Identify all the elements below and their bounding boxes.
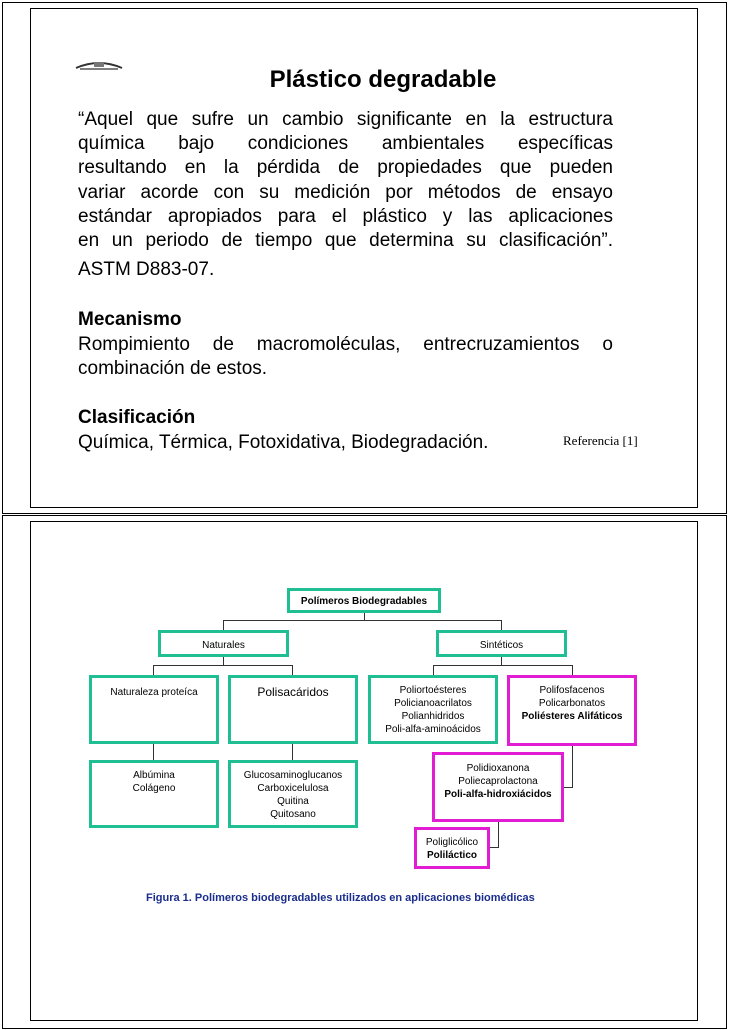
definition-quote	[78, 108, 613, 253]
reference-note: Referencia [1]	[563, 433, 638, 448]
box-naturales: Naturales	[158, 630, 289, 657]
quote-source: ASTM D883-07.	[78, 259, 215, 280]
quote-line: química bajo condiciones ambientales específicas	[78, 133, 613, 155]
quote-line: “Aquel que sufre un cambio significante en la estructura	[78, 109, 613, 130]
quote-line: en un periodo de tiempo que determina su clasificación”.	[78, 230, 613, 252]
list-item: Polidioxanona	[466, 763, 530, 774]
list-item: Policarbonatos	[538, 698, 606, 709]
box-root: Polímeros Biodegradables	[287, 588, 441, 613]
connector-line	[223, 656, 224, 665]
figure-caption: Figura 1. Polímeros biodegradables utilizados en aplicaciones biomédicas	[146, 892, 535, 904]
box-polisacaridos-items	[228, 760, 358, 828]
box-sinteticos-b	[507, 675, 637, 746]
connector-line	[433, 665, 572, 666]
box-sinteticos: Sintéticos	[436, 630, 567, 657]
box-proteica-items	[89, 760, 219, 828]
classification-heading: Clasificación	[78, 407, 196, 428]
list-item: Carboxicelulosa	[257, 783, 329, 794]
connector-line	[501, 656, 502, 665]
list-item: Colágeno	[132, 783, 176, 794]
list-item: Poliglicólico	[425, 837, 479, 848]
connector-line	[563, 787, 573, 788]
quote-line: variar acorde con su medición por métodos de ensayo	[78, 181, 613, 203]
list-item: Glucosaminoglucanos	[243, 770, 343, 781]
quote-line: resultando en la pérdida de propiedades que pueden	[78, 157, 613, 179]
connector-line	[572, 745, 573, 787]
mechanism-text: Rompimiento de macromoléculas, entrecruzamientos o combinación de estos.	[78, 334, 613, 379]
quote-line: estándar apropiados para el plástico y las aplicaciones	[78, 205, 613, 227]
box-polisacaridos: Polisacáridos	[228, 675, 358, 744]
list-item: Poliecaprolactona	[458, 776, 538, 787]
box-sinteticos-a	[368, 675, 498, 744]
box-hidroxiacidos	[432, 752, 564, 822]
list-item: Poli-alfa-hidroxiácidos	[444, 789, 552, 800]
box-proteica: Naturaleza proteíca	[89, 675, 219, 744]
connector-line	[153, 743, 154, 761]
page-title: Plástico degradable	[269, 66, 497, 93]
mechanism-heading: Mecanismo	[78, 309, 182, 330]
list-item: Poliláctico	[426, 850, 477, 861]
list-item: Polifosfacenos	[539, 685, 605, 696]
classification-text: Química, Térmica, Fotoxidativa, Biodegradación.	[78, 432, 489, 453]
box-polilactico	[414, 827, 490, 869]
connector-line	[153, 665, 292, 666]
connector-line	[292, 743, 293, 761]
list-item: Policianoacrilatos	[394, 698, 472, 709]
list-item: Albúmina	[133, 770, 175, 781]
list-item: Quitosano	[270, 809, 316, 820]
list-item: Quitina	[277, 796, 309, 807]
connector-line	[223, 620, 501, 621]
list-item: Poliésteres Alifáticos	[521, 711, 623, 722]
connector-line	[489, 847, 499, 848]
connector-line	[498, 820, 499, 847]
list-item: Poli-alfa-aminoácidos	[385, 724, 481, 735]
list-item: Polianhidridos	[401, 711, 465, 722]
list-item: Poliortoésteres	[399, 685, 467, 696]
